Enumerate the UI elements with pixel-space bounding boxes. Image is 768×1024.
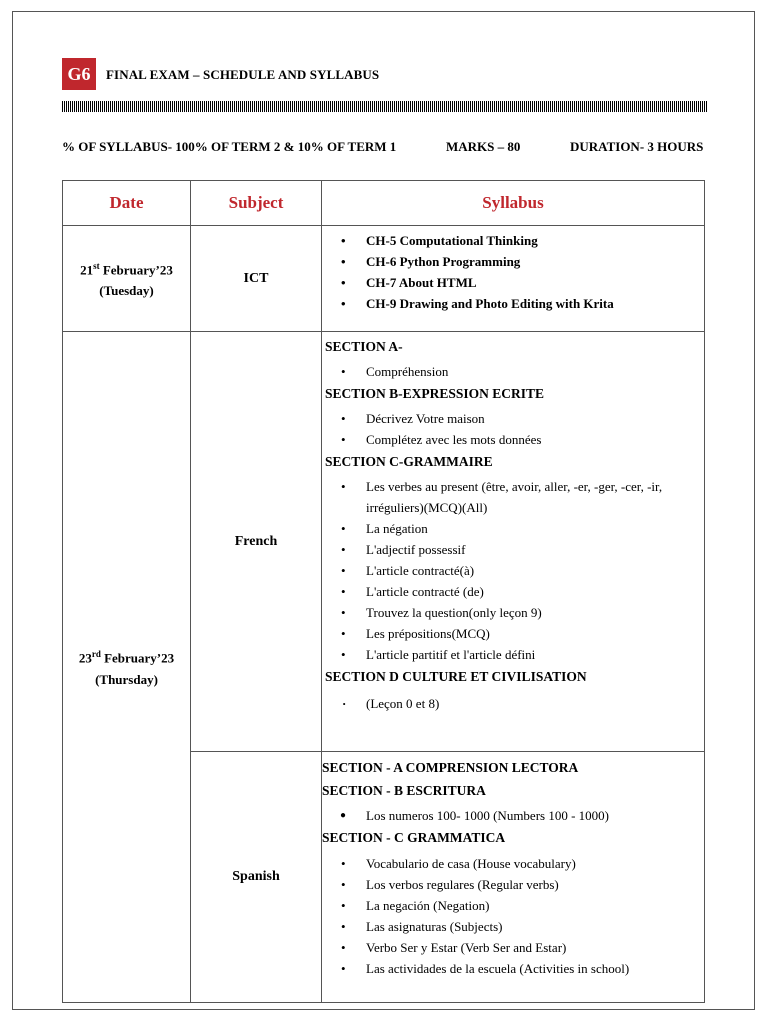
- list-item: • Les prépositions(MCQ): [322, 623, 702, 644]
- header-date: Date: [63, 181, 191, 226]
- spanish-section-b: SECTION - B ESCRITURA: [322, 783, 486, 798]
- header-syllabus: Syllabus: [322, 181, 705, 226]
- spanish-section-c-list: [322, 853, 704, 979]
- list-item: • Complétez avec les mots données: [322, 429, 704, 450]
- list-item: • CH-7 About HTML: [322, 272, 704, 293]
- french-section-c-list: [322, 476, 704, 665]
- list-item: • Las asignaturas (Subjects): [322, 916, 704, 937]
- list-item: • L'article partitif et l'article défini: [322, 644, 702, 665]
- syllabus-percentage: % OF SYLLABUS- 100% OF TERM 2 & 10% OF TERM 1: [62, 139, 397, 154]
- header-subject: Subject: [191, 181, 322, 226]
- list-item: ● Los numeros 100- 1000 (Numbers 100 - 1000): [322, 805, 704, 826]
- french-section-c: SECTION C-GRAMMAIRE: [325, 454, 493, 469]
- spanish-section-a: SECTION - A COMPRENSION LECTORA: [322, 760, 579, 775]
- spanish-section-b-list: [322, 805, 704, 826]
- date-weekday: (Tuesday): [99, 283, 154, 299]
- subject-spanish: Spanish: [191, 752, 322, 1003]
- list-item: • Les verbes au present (être, avoir, aller, -er, -ger, -cer, -ir, irréguliers)(MCQ)(All): [322, 476, 702, 518]
- syllabus-french: [322, 332, 705, 752]
- spanish-section-c: SECTION - C GRAMMATICA: [322, 830, 506, 845]
- list-item: • L'article contracté(à): [322, 560, 702, 581]
- table-header-row: [63, 181, 705, 226]
- list-item: • CH-6 Python Programming: [322, 251, 704, 272]
- french-section-b-list: [322, 408, 704, 450]
- ict-chapter-list: [322, 230, 704, 314]
- marks-info: MARKS – 80: [446, 139, 521, 154]
- list-item: · (Leçon 0 et 8): [322, 693, 704, 714]
- french-section-b: SECTION B-EXPRESSION ECRITE: [325, 386, 545, 401]
- date-day: 23: [78, 650, 92, 666]
- date-weekday: (Thursday): [95, 671, 158, 687]
- list-item: • L'article contracté (de): [322, 581, 702, 602]
- subject-french: French: [191, 332, 322, 752]
- decorative-rule: [62, 101, 707, 112]
- list-item: • Trouvez la question(only leçon 9): [322, 602, 702, 623]
- date-month: February’23: [100, 650, 175, 666]
- french-section-d: SECTION D CULTURE ET CIVILISATION: [325, 669, 587, 684]
- duration-info: DURATION- 3 HOURS: [570, 139, 704, 154]
- date-suffix: st: [93, 260, 100, 271]
- date-day: 21: [80, 262, 94, 278]
- list-item: • Vocabulario de casa (House vocabulary): [322, 853, 704, 874]
- grade-badge: G6: [62, 58, 96, 90]
- list-item: • La négation: [322, 518, 702, 539]
- date-cell-thursday: [63, 332, 191, 1003]
- document-title: FINAL EXAM – SCHEDULE AND SYLLABUS: [106, 67, 380, 82]
- french-section-a: SECTION A-: [325, 339, 403, 354]
- subject-ict: ICT: [191, 226, 322, 332]
- list-item: • Verbo Ser y Estar (Verb Ser and Estar): [322, 937, 704, 958]
- syllabus-ict: [322, 226, 705, 332]
- list-item: • Décrivez Votre maison: [322, 408, 704, 429]
- list-item: • Las actividades de la escuela (Activities in school): [322, 958, 704, 979]
- date-cell-ict: [63, 226, 191, 332]
- french-section-d-list: [322, 693, 704, 714]
- list-item: • CH-9 Drawing and Photo Editing with Krita: [322, 293, 704, 314]
- syllabus-spanish: [322, 752, 705, 1003]
- french-section-a-list: [322, 361, 704, 382]
- date-month: February’23: [99, 262, 173, 278]
- date-suffix: rd: [91, 649, 101, 660]
- list-item: • La negación (Negation): [322, 895, 704, 916]
- table-row-ict: [63, 226, 705, 332]
- list-item: • Compréhension: [322, 361, 704, 382]
- schedule-table: [62, 180, 705, 1003]
- list-item: • CH-5 Computational Thinking: [322, 230, 704, 251]
- list-item: • Los verbos regulares (Regular verbs): [322, 874, 704, 895]
- table-row-french: [63, 332, 705, 752]
- list-item: • L'adjectif possessif: [322, 539, 702, 560]
